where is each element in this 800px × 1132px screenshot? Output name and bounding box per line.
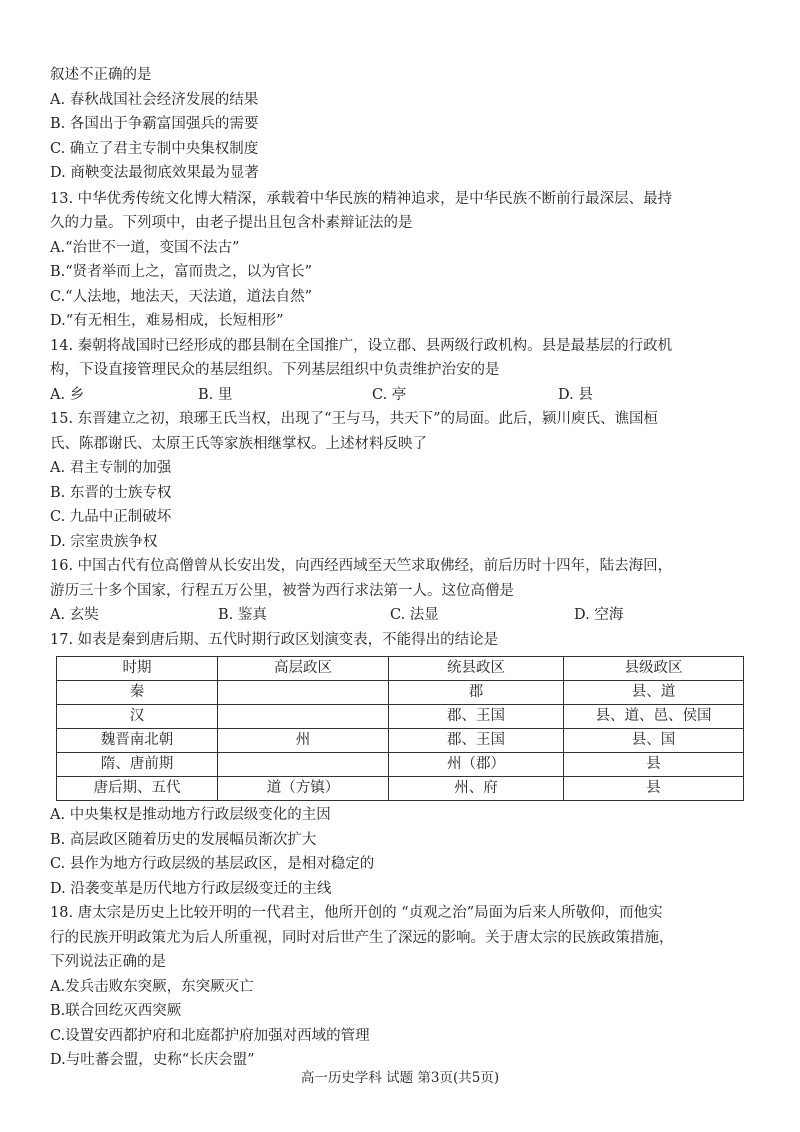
question-12-tail: 叙述不正确的是 <box>50 67 152 83</box>
table-row <box>57 777 744 801</box>
table-row <box>57 705 744 729</box>
q12-option-c: C. 确立了君主专制中央集权制度 <box>50 140 259 157</box>
table-cell: 州 <box>218 729 389 753</box>
table-cell: 郡、王国 <box>389 705 564 729</box>
table-cell: 汉 <box>57 705 218 729</box>
table-cell: 州、府 <box>389 777 564 801</box>
table-cell: 道（方镇） <box>218 777 389 801</box>
table-cell: 县、道 <box>564 681 744 705</box>
table-cell: 秦 <box>57 681 218 705</box>
table-row <box>57 729 744 753</box>
question-17-stem: 17. 如表是秦到唐后期、五代时期行政区划演变表，不能得出的结论是 <box>50 631 499 648</box>
table-cell: 唐后期、五代 <box>57 777 218 801</box>
question-14-stem-line-1: 14. 秦朝将战国时已经形成的郡县制在全国推广，设立郡、县两级行政机构。县是最基层的行政机 <box>50 337 673 354</box>
page-content <box>50 63 750 1073</box>
question-14-stem-line-2: 构，下设直接管理民众的基层组织。下列基层组织中负责维护治安的是 <box>50 362 500 378</box>
q15-option-b: B. 东晋的士族专权 <box>50 484 172 501</box>
q13-option-a: A.“治世不一道，变国不法古” <box>50 239 240 256</box>
q13-option-b: B.“贤者举而上之，富而贵之，以为官长” <box>50 264 313 280</box>
q16-options-row <box>50 603 750 628</box>
table-cell: 州（郡） <box>389 753 564 777</box>
table-row <box>57 681 744 705</box>
table-header-cell: 统县政区 <box>389 657 564 681</box>
q14-option-c: C. 亭 <box>372 386 407 403</box>
q15-option-a: A. 君主专制的加强 <box>50 460 172 476</box>
table-cell: 隋、唐前期 <box>57 753 218 777</box>
q12-option-b: B. 各国出于争霸富国强兵的需要 <box>50 116 259 132</box>
q17-option-a: A. 中央集权是推动地方行政层级变化的主因 <box>50 807 331 823</box>
table-cell <box>218 681 389 705</box>
table-cell: 郡 <box>389 681 564 705</box>
question-15-stem-line-2: 氏、陈郡谢氏、太原王氏等家族相继掌权。上述材料反映了 <box>50 435 427 452</box>
q14-options-row <box>50 383 750 408</box>
q13-option-c: C.“人法地，地法天，天法道，道法自然” <box>50 288 313 305</box>
table-header-cell: 县级政区 <box>564 657 744 681</box>
question-18-stem-line-2: 行的民族开明政策尤为后人所重视，同时对后世产生了深远的影响。关于唐太宗的民族政策措施， <box>50 929 674 946</box>
table-cell: 县 <box>564 777 744 801</box>
question-13-stem-line-1: 13. 中华优秀传统文化博大精深，承载着中华民族的精神追求，是中华民族不断前行最深层、最持 <box>50 190 673 207</box>
table-cell: 魏晋南北朝 <box>57 729 218 753</box>
table-cell: 县 <box>564 753 744 777</box>
question-16-stem-line-2: 游历三十多个国家，行程五万公里，被誉为西行求法第一人。这位高僧是 <box>50 582 514 599</box>
q18-option-c: C.设置安西都护府和北庭都护府加强对西域的管理 <box>50 1027 370 1044</box>
q16-option-b: B. 鉴真 <box>218 607 267 623</box>
table-cell <box>218 705 389 729</box>
q12-option-a: A. 春秋战国社会经济发展的结果 <box>50 91 259 108</box>
q15-option-d: D. 宗室贵族争权 <box>50 533 158 550</box>
question-16-stem-line-1: 16. 中国古代有位高僧曾从长安出发，向西经西域至天竺求取佛经，前后历时十四年，陆去海回， <box>50 558 673 574</box>
table-cell <box>218 753 389 777</box>
q16-option-a: A. 玄奘 <box>50 607 99 623</box>
table-cell: 县、国 <box>564 729 744 753</box>
table-header-cell: 高层政区 <box>218 657 389 681</box>
q17-option-c: C. 县作为地方行政层级的基层政区，是相对稳定的 <box>50 856 375 872</box>
question-18-stem-line-3: 下列说法正确的是 <box>50 954 166 970</box>
q17-option-d: D. 沿袭变革是历代地方行政层级变迁的主线 <box>50 880 332 897</box>
q12-option-d: D. 商鞅变法最彻底效果最为显著 <box>50 165 259 181</box>
question-18-stem-line-1: 18. 唐太宗是历史上比较开明的一代君主，他所开创的 “贞观之治”局面为后来人所敬仰，而他实 <box>50 905 663 921</box>
q14-option-d: D. 县 <box>558 386 593 403</box>
page-footer: 高一历史学科 试题 第3页(共5页) <box>300 1070 500 1086</box>
table-header-cell: 时期 <box>57 657 218 681</box>
question-13-stem-line-2: 久的力量。下列项中，由老子提出且包含朴素辩证法的是 <box>50 215 413 231</box>
q17-option-b: B. 高层政区随着历史的发展幅员渐次扩大 <box>50 831 317 848</box>
q16-option-d: D. 空海 <box>574 607 624 623</box>
admin-division-table <box>56 656 744 801</box>
question-15-stem-line-1: 15. 东晋建立之初，琅琊王氏当权，出现了“王与马，共天下”的局面。此后，颍川庾氏、谯国桓 <box>50 411 658 427</box>
table-header-row <box>57 657 744 681</box>
q13-option-d: D.“有无相生，难易相成，长短相形” <box>50 313 284 329</box>
table-cell: 县、道、邑、侯国 <box>564 705 744 729</box>
q14-option-a: A. 乡 <box>50 386 85 403</box>
table-cell: 郡、王国 <box>389 729 564 753</box>
q15-option-c: C. 九品中正制破坏 <box>50 509 172 525</box>
q14-option-b: B. 里 <box>198 386 233 403</box>
table-row <box>57 753 744 777</box>
q16-option-c: C. 法显 <box>390 607 439 623</box>
q18-option-d: D.与吐蕃会盟，史称“长庆会盟” <box>50 1052 255 1068</box>
q18-option-b: B.联合回纥灭西突厥 <box>50 1003 182 1019</box>
q18-option-a: A.发兵击败东突厥，东突厥灭亡 <box>50 978 254 995</box>
